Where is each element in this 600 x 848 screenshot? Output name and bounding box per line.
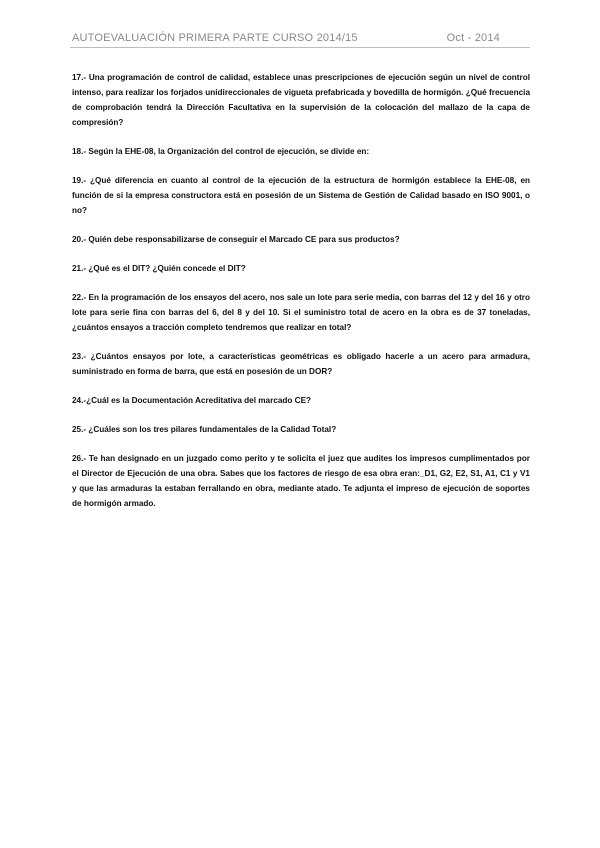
question-25 xyxy=(72,422,530,437)
question-number: 26.- xyxy=(72,454,87,463)
question-26 xyxy=(72,451,530,511)
question-text: Te han designado en un juzgado como perito y te solicita el juez que audites los impresos cumplimentados por el Director de Ejecución de una obra. Sabes que los factores de riesgo de esa obra eran:_D1, G2, E2, S1, A1, C1 y V1 y que las armaduras la estaban ferrallando en obra, mediante atado. Te adjunta el impreso de ejecución de soportes de hormigón armado. xyxy=(72,454,530,508)
question-number: 19.- xyxy=(72,176,87,185)
question-number: 22.- xyxy=(72,293,87,302)
question-number: 18.- xyxy=(72,147,87,156)
question-23 xyxy=(72,349,530,379)
question-number: 20.- xyxy=(72,235,87,244)
question-text: En la programación de los ensayos del acero, nos sale un lote para serie media, con barras del 12 y del 16 y otro lote para serie fina con barras del 6, del 8 y del 10. Si el suministro total de acero en la obra es de 37 toneladas, ¿cuántos ensayos a tracción completo tendremos que realizar en total? xyxy=(72,293,530,332)
question-number: 21.- xyxy=(72,264,87,273)
question-text: ¿Cuáles son los tres pilares fundamentales de la Calidad Total? xyxy=(86,425,337,434)
header-title: AUTOEVALUACIÓN PRIMERA PARTE CURSO 2014/15 xyxy=(72,32,358,44)
question-18 xyxy=(72,144,530,159)
question-number: 25.- xyxy=(72,425,87,434)
question-text: ¿Cuál es la Documentación Acreditativa del marcado CE? xyxy=(86,396,312,405)
question-text: ¿Qué es el DIT? ¿Quién concede el DIT? xyxy=(86,264,246,273)
question-text: ¿Qué diferencia en cuanto al control de la ejecución de la estructura de hormigón establece la EHE-08, en función de si la empresa constructora está en posesión de un Sistema de Gestión de Calidad basado en ISO 9001, o no? xyxy=(72,176,530,215)
question-number: 17.- xyxy=(72,73,87,82)
question-20 xyxy=(72,232,530,247)
page-header xyxy=(70,32,530,48)
question-text: Una programación de control de calidad, establece unas prescripciones de ejecución según un nivel de control intenso, para realizar los forjados unidireccionales de vigueta prefabricada y bovedilla de hormigón. ¿Qué frecuencia de comprobación tendrá la Dirección Facultativa en la supervisión de la colocación del mallazo de la capa de compresión? xyxy=(72,73,530,127)
question-text: ¿Cuántos ensayos por lote, a características geométricas es obligado hacerle a un acero para armadura, suministrado en forma de barra, que está en posesión de un DOR? xyxy=(72,352,530,376)
question-number: 24.- xyxy=(72,396,87,405)
header-date: Oct - 2014 xyxy=(446,32,500,44)
question-text: Según la EHE-08, la Organización del control de ejecución, se divide en: xyxy=(86,147,370,156)
question-19 xyxy=(72,173,530,218)
question-number: 23.- xyxy=(72,352,87,361)
question-21 xyxy=(72,261,530,276)
question-text: Quién debe responsabilizarse de conseguir el Marcado CE para sus productos? xyxy=(86,235,400,244)
question-24 xyxy=(72,393,530,408)
question-22 xyxy=(72,290,530,335)
question-list xyxy=(72,70,530,525)
question-17 xyxy=(72,70,530,130)
